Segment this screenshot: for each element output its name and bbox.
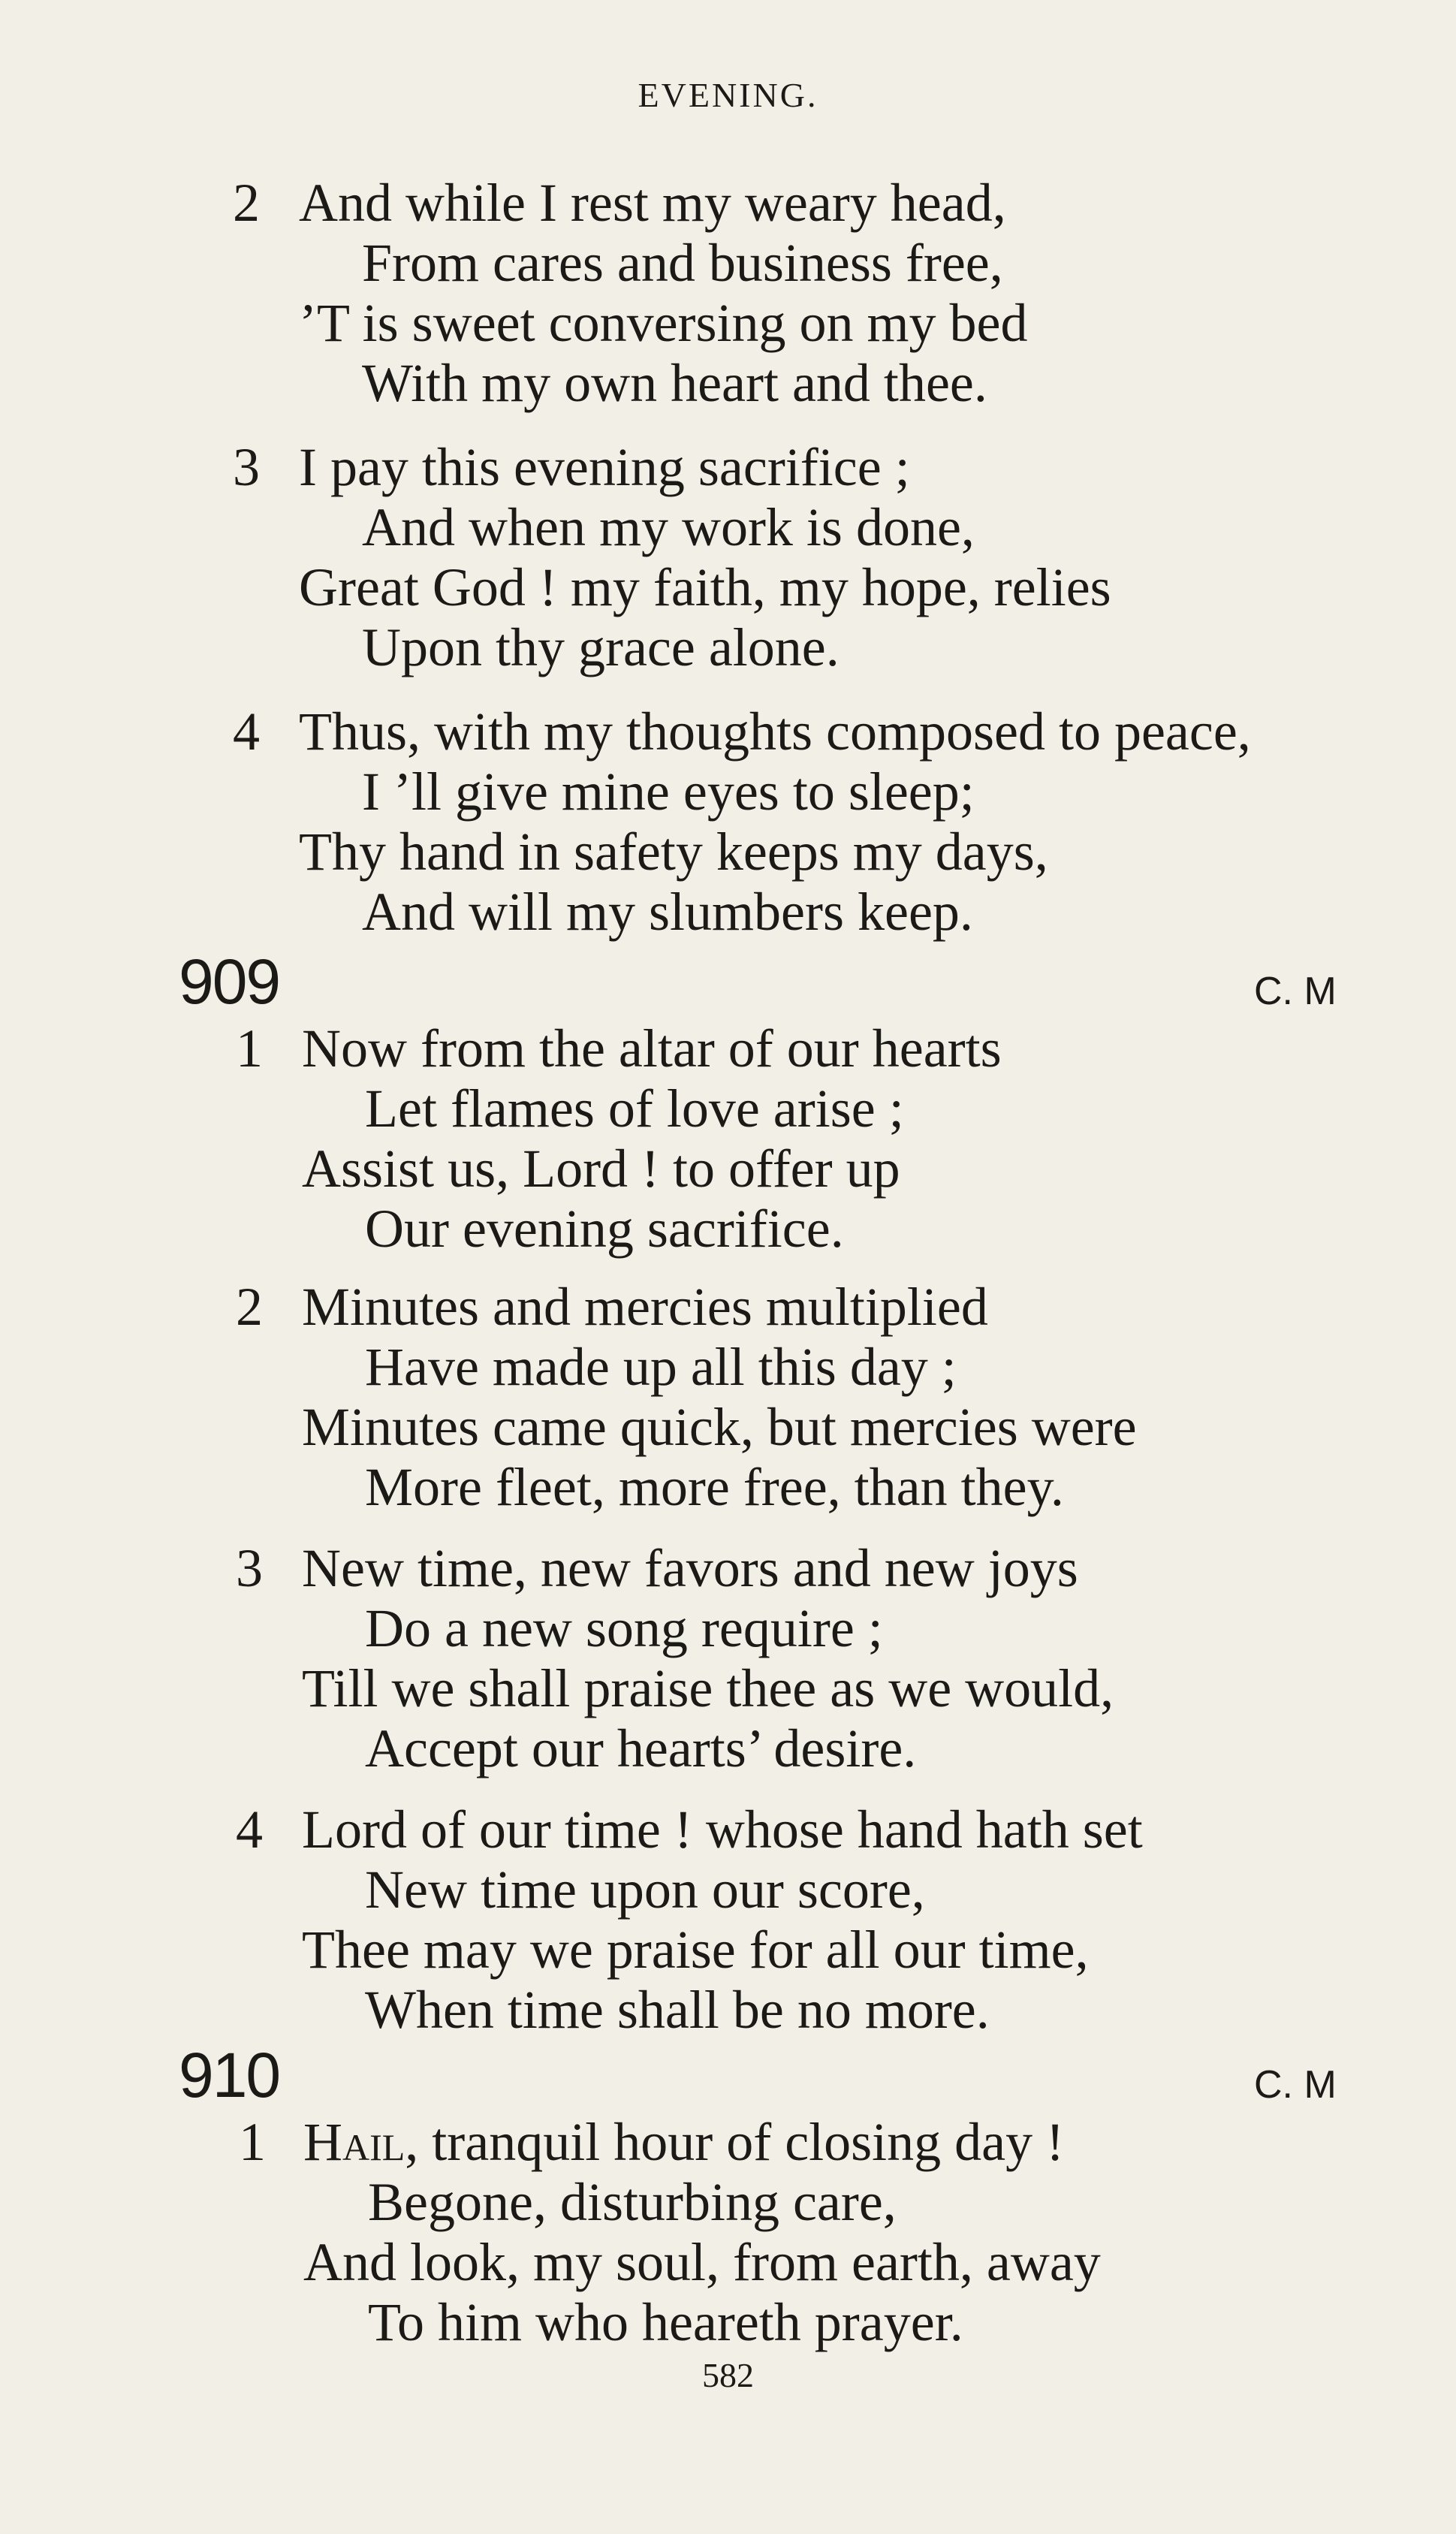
verse-line: Let flames of love arise ;	[365, 1078, 904, 1139]
verse-line: Thee may we praise for all our time,	[302, 1920, 1089, 1980]
verse-line: And while I rest my weary head,	[299, 173, 1006, 233]
meter-label: C. M	[1254, 2063, 1337, 2107]
verse-line: Minutes and mercies multiplied	[302, 1277, 988, 1337]
stanza-number: 2	[233, 173, 260, 233]
stanza-number: 1	[236, 1018, 263, 1078]
verse-line: Assist us, Lord ! to offer up	[302, 1139, 900, 1199]
stanza-number: 1	[239, 2112, 266, 2172]
verse-line: Lord of our time ! whose hand hath set	[302, 1799, 1143, 1860]
stanza-number: 3	[236, 1538, 263, 1598]
verse-line: Have made up all this day ;	[365, 1337, 957, 1397]
verse-line: And look, my soul, from earth, away	[303, 2232, 1101, 2292]
verse-line: I ’ll give mine eyes to sleep;	[362, 762, 975, 822]
hymn-number: 910	[179, 2040, 280, 2110]
stanza-number: 2	[236, 1277, 263, 1337]
verse-line-rest: tranquil hour of closing day !	[418, 2112, 1065, 2172]
meter-label: C. M	[1254, 970, 1337, 1013]
verse-line: With my own heart and thee.	[362, 353, 987, 413]
verse-line: Our evening sacrifice.	[365, 1199, 844, 1259]
verse-line	[303, 2112, 1064, 2172]
page-number: 582	[702, 2356, 754, 2394]
running-head: EVENING.	[638, 76, 818, 114]
verse-line: Begone, disturbing care,	[368, 2172, 897, 2232]
hymn-number: 909	[179, 946, 280, 1017]
verse-line: More fleet, more free, than they.	[365, 1457, 1064, 1517]
verse-line: Thy hand in safety keeps my days,	[299, 822, 1048, 882]
stanza-number: 4	[236, 1799, 263, 1860]
verse-line: Upon thy grace alone.	[362, 617, 840, 677]
stanza-number: 4	[233, 701, 260, 762]
verse-line: To him who heareth prayer.	[368, 2292, 963, 2352]
verse-line: Thus, with my thoughts composed to peace,	[299, 701, 1251, 762]
verse-line: I pay this evening sacrifice ;	[299, 437, 910, 497]
first-word: Hail,	[303, 2112, 419, 2172]
verse-line: Minutes came quick, but mercies were	[302, 1397, 1137, 1457]
verse-line: New time upon our score,	[365, 1860, 925, 1920]
verse-line: From cares and business free,	[362, 233, 1003, 293]
stanza-number: 3	[233, 437, 260, 497]
verse-line: Accept our hearts’ desire.	[365, 1718, 917, 1778]
verse-line: Great God ! my faith, my hope, relies	[299, 557, 1111, 617]
verse-line: Do a new song require ;	[365, 1598, 883, 1658]
verse-line: New time, new favors and new joys	[302, 1538, 1078, 1598]
verse-line: And will my slumbers keep.	[362, 882, 973, 942]
verse-line: And when my work is done,	[362, 497, 975, 557]
verse-line: Till we shall praise thee as we would,	[302, 1658, 1114, 1718]
verse-line: ’T is sweet conversing on my bed	[299, 293, 1028, 353]
verse-line: When time shall be no more.	[365, 1980, 990, 2040]
verse-line: Now from the altar of our hearts	[302, 1018, 1002, 1078]
